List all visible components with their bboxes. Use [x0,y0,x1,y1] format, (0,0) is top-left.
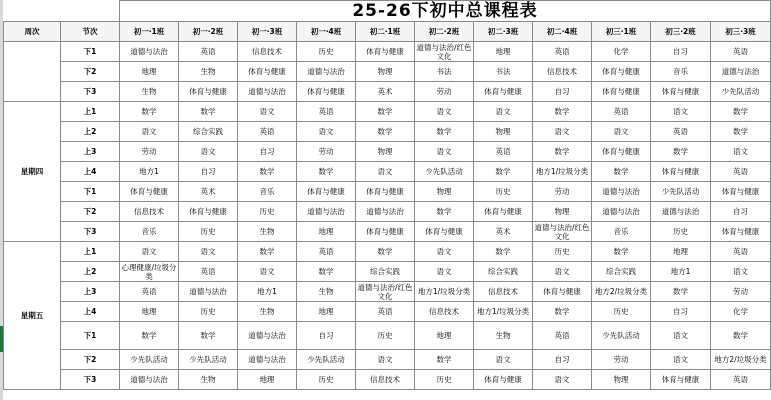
course-cell[interactable]: 体育与健康 [474,370,533,390]
course-cell[interactable]: 数学 [179,102,238,122]
course-cell[interactable]: 道德与法治 [592,202,651,222]
course-cell[interactable]: 数学 [356,102,415,122]
course-cell[interactable]: 体育与健康 [297,82,356,102]
course-cell[interactable]: 道德与法治/红色文化 [534,222,590,241]
course-cell[interactable]: 语文 [415,242,474,262]
course-cell[interactable]: 音乐 [120,222,179,242]
course-cell[interactable]: 数学 [533,102,592,122]
course-cell[interactable]: 劳动 [120,142,179,162]
course-cell[interactable]: 语文 [533,122,592,142]
header-class[interactable]: 初三·1班 [592,22,651,42]
course-cell[interactable]: 语文 [179,142,238,162]
course-cell[interactable]: 道德与法治/红色文化 [416,42,472,61]
course-cell[interactable]: 道德与法治 [356,202,415,222]
table-row [4,162,771,182]
header-period[interactable]: 节次 [61,22,120,42]
course-cell[interactable]: 语文 [179,242,238,262]
course-cell[interactable]: 数学 [711,122,771,142]
course-cell[interactable]: 语文 [120,242,179,262]
course-cell[interactable]: 体育与健康 [297,182,356,202]
header-row [4,22,771,42]
course-cell[interactable]: 综合实践 [179,122,238,142]
course-cell[interactable]: 语文 [592,122,651,142]
course-cell[interactable]: 物理 [474,122,533,142]
top-left-blank [4,1,120,22]
course-cell[interactable]: 语文 [238,102,297,122]
course-cell[interactable]: 物理 [533,202,592,222]
course-cell[interactable]: 数学 [474,162,533,182]
course-cell[interactable]: 地理 [120,302,179,322]
course-cell[interactable]: 劳动 [592,350,651,370]
course-cell[interactable]: 生物 [120,82,179,102]
period-cell[interactable]: 下2 [61,202,120,222]
course-cell[interactable]: 道德与法治 [179,282,238,302]
course-cell[interactable]: 数学 [711,322,771,350]
course-cell[interactable]: 道德与法治 [297,202,356,222]
course-cell[interactable]: 体育与健康 [651,82,711,102]
course-cell[interactable]: 历史 [533,242,592,262]
course-cell[interactable]: 生物 [297,282,356,302]
course-cell[interactable]: 英语 [651,122,711,142]
course-cell[interactable]: 道德与法治 [238,350,297,370]
course-cell[interactable]: 综合实践 [474,262,533,282]
header-class[interactable]: 初三·3班 [711,22,771,42]
course-cell[interactable]: 道德与法治 [711,62,771,82]
course-cell[interactable]: 数学 [651,142,711,162]
course-cell[interactable]: 自习 [238,142,297,162]
course-cell[interactable]: 历史 [474,182,533,202]
header-class[interactable]: 初一·2班 [179,22,238,42]
course-cell[interactable]: 数学 [238,162,297,182]
course-cell[interactable]: 综合实践 [356,262,415,282]
course-cell[interactable]: 英语 [238,122,297,142]
course-cell[interactable]: 数学 [356,242,415,262]
course-cell[interactable]: 劳动 [297,142,356,162]
course-cell[interactable]: 地理 [297,302,356,322]
course-cell[interactable]: 数学 [592,242,651,262]
course-cell[interactable]: 数学 [179,322,238,350]
course-cell[interactable]: 数学 [474,242,533,262]
course-cell[interactable]: 英语 [179,42,238,62]
table-row [4,182,771,202]
course-cell[interactable]: 地理 [120,62,179,82]
course-cell[interactable]: 体育与健康 [356,42,415,62]
course-cell[interactable]: 道德与法治 [592,182,651,202]
course-cell[interactable]: 信息技术 [238,42,297,62]
course-cell[interactable]: 自习 [651,302,711,322]
course-cell[interactable]: 英语 [533,322,592,350]
header-class[interactable]: 初一·1班 [120,22,179,42]
course-cell[interactable]: 生物 [179,62,238,82]
course-cell[interactable]: 化学 [592,42,651,62]
period-cell[interactable]: 上1 [61,102,120,122]
table-row [4,202,771,222]
course-cell[interactable]: 历史 [297,370,356,390]
course-cell[interactable]: 语文 [651,350,711,370]
course-cell[interactable]: 语文 [711,142,771,162]
course-cell[interactable]: 数学 [297,262,356,282]
course-cell[interactable]: 音乐 [238,182,297,202]
course-cell[interactable]: 语文 [238,262,297,282]
course-cell[interactable]: 道德与法治 [120,370,179,390]
course-cell[interactable]: 数学 [592,162,651,182]
course-cell[interactable]: 化学 [711,302,771,322]
header-class[interactable]: 初一·3班 [238,22,297,42]
header-class[interactable]: 初二·4班 [533,22,592,42]
course-cell[interactable]: 地方1 [651,262,711,282]
course-cell[interactable]: 地方2/垃圾分类 [711,350,771,370]
course-cell[interactable]: 语文 [356,162,415,182]
course-cell[interactable]: 少先队活动 [711,82,771,102]
course-cell[interactable]: 语文 [651,102,711,122]
header-class[interactable]: 初二·2班 [415,22,474,42]
course-cell[interactable]: 道德与法治 [120,42,179,62]
course-cell[interactable]: 音乐 [592,222,651,242]
day-cell[interactable]: 星期四 [4,102,61,242]
table-row [4,42,771,62]
course-cell[interactable]: 地理 [297,222,356,242]
period-cell[interactable]: 下1 [61,42,120,62]
course-cell[interactable]: 数学 [297,162,356,182]
table-row [4,222,771,242]
course-cell[interactable]: 信息技术 [415,302,474,322]
course-cell[interactable]: 数学 [120,322,179,350]
course-cell[interactable]: 语文 [651,322,711,350]
course-cell[interactable]: 体育与健康 [711,182,771,202]
course-cell[interactable]: 少先队活动 [592,322,651,350]
course-cell[interactable]: 英术 [474,222,533,242]
course-cell[interactable]: 生物 [238,222,297,242]
course-cell[interactable]: 体育与健康 [356,182,415,202]
table-row [4,322,771,350]
course-cell[interactable]: 历史 [592,302,651,322]
header-class[interactable]: 初二·3班 [474,22,533,42]
table-row [4,62,771,82]
table-row [4,122,771,142]
header-week[interactable]: 周次 [4,22,61,42]
course-cell[interactable]: 数学 [356,122,415,142]
course-cell[interactable]: 地方1 [238,282,297,302]
course-cell[interactable]: 语文 [415,102,474,122]
course-cell[interactable]: 体育与健康 [179,202,238,222]
course-cell[interactable]: 语文 [356,350,415,370]
course-cell[interactable]: 自习 [179,162,238,182]
course-cell[interactable]: 数学 [711,102,771,122]
course-cell[interactable]: 自习 [711,202,771,222]
table-row [4,302,771,322]
table-row [4,142,771,162]
period-cell[interactable]: 上2 [61,262,120,282]
course-cell[interactable]: 英语 [711,370,771,390]
course-cell[interactable]: 体育与健康 [592,62,651,82]
period-cell[interactable]: 下2 [61,62,120,82]
course-cell[interactable]: 信息技术 [474,282,533,302]
course-cell[interactable]: 英语 [297,102,356,122]
period-cell[interactable]: 上2 [61,122,120,142]
course-cell[interactable]: 体育与健康 [651,370,711,390]
course-cell[interactable]: 语文 [533,262,592,282]
course-cell[interactable]: 信息技术 [356,370,415,390]
course-cell[interactable]: 体育与健康 [651,162,711,182]
course-cell[interactable]: 道德与法治 [238,82,297,102]
course-cell[interactable]: 语文 [120,122,179,142]
course-cell[interactable]: 少先队活动 [415,162,474,182]
course-cell[interactable]: 英语 [179,262,238,282]
course-cell[interactable]: 历史 [179,302,238,322]
course-cell[interactable]: 地理 [651,242,711,262]
course-cell[interactable]: 少先队活动 [120,350,179,370]
day-cell[interactable] [4,42,61,102]
course-cell[interactable]: 道德与法治 [651,202,711,222]
course-cell[interactable]: 地方1/垃圾分类 [533,162,592,182]
course-cell[interactable]: 英语 [711,42,771,62]
course-cell[interactable]: 生物 [238,302,297,322]
table-row [4,242,771,262]
course-cell[interactable]: 物理 [356,142,415,162]
course-cell[interactable]: 英语 [533,42,592,62]
period-cell[interactable]: 下3 [61,370,120,390]
course-cell[interactable]: 体育与健康 [592,82,651,102]
course-cell[interactable]: 数学 [415,350,474,370]
table-row [4,82,771,102]
period-cell[interactable]: 上3 [61,142,120,162]
course-cell[interactable]: 少先队活动 [179,350,238,370]
course-cell[interactable]: 语文 [533,370,592,390]
course-cell[interactable]: 地理 [474,42,533,62]
course-cell[interactable]: 道德与法治 [238,322,297,350]
course-cell[interactable]: 体育与健康 [533,282,592,302]
schedule-table [3,0,771,390]
course-cell[interactable]: 英语 [711,242,771,262]
course-cell[interactable]: 自习 [533,350,592,370]
course-cell[interactable]: 少先队活动 [297,350,356,370]
period-cell[interactable]: 下1 [61,182,120,202]
header-class[interactable]: 初二·1班 [356,22,415,42]
course-cell[interactable]: 自习 [651,42,711,62]
course-cell[interactable]: 地理 [415,322,474,350]
course-cell[interactable]: 体育与健康 [711,222,771,242]
course-cell[interactable]: 体育与健康 [179,82,238,102]
course-cell[interactable]: 地方2/垃圾分类 [592,282,651,302]
table-row [4,350,771,370]
course-cell[interactable]: 体育与健康 [415,222,474,242]
course-cell[interactable]: 体育与健康 [592,142,651,162]
table-row [4,282,771,302]
course-cell[interactable]: 体育与健康 [356,222,415,242]
course-cell[interactable]: 语文 [474,350,533,370]
course-cell[interactable]: 物理 [356,62,415,82]
course-cell[interactable]: 数学 [120,102,179,122]
table-row [4,370,771,390]
period-cell[interactable]: 下2 [61,350,120,370]
table-row [4,102,771,122]
course-cell[interactable]: 语文 [297,122,356,142]
course-cell[interactable]: 数学 [238,242,297,262]
header-class[interactable]: 初三·2班 [651,22,711,42]
course-cell[interactable]: 英语 [474,142,533,162]
course-cell[interactable]: 历史 [356,322,415,350]
course-cell[interactable]: 少先队活动 [651,182,711,202]
course-cell[interactable]: 物理 [415,182,474,202]
course-cell[interactable]: 信息技术 [533,62,592,82]
course-cell[interactable]: 地方1 [120,162,179,182]
course-cell[interactable]: 英语 [711,162,771,182]
course-cell[interactable]: 体育与健康 [238,62,297,82]
course-cell[interactable]: 历史 [415,370,474,390]
period-cell[interactable]: 上4 [61,302,120,322]
course-cell[interactable]: 书法 [474,62,533,82]
course-cell[interactable]: 综合实践 [592,262,651,282]
table-title[interactable]: 25-26下初中总课程表 [120,1,771,22]
course-cell[interactable]: 劳动 [415,82,474,102]
course-cell[interactable]: 音乐 [651,62,711,82]
period-cell[interactable]: 上4 [61,162,120,182]
period-cell[interactable]: 上1 [61,242,120,262]
course-cell[interactable]: 体育与健康 [120,182,179,202]
course-cell[interactable]: 劳动 [711,282,771,302]
course-cell[interactable]: 心理健康/垃圾分类 [121,262,177,281]
course-cell[interactable]: 体育与健康 [474,82,533,102]
course-cell[interactable]: 数学 [533,302,592,322]
course-cell[interactable]: 地方1/垃圾分类 [415,282,474,302]
course-cell[interactable]: 地理 [238,370,297,390]
course-cell[interactable]: 生物 [179,370,238,390]
period-cell[interactable]: 下1 [61,322,120,350]
header-class[interactable]: 初一·4班 [297,22,356,42]
course-cell[interactable]: 数学 [415,122,474,142]
course-cell[interactable]: 语文 [415,262,474,282]
course-cell[interactable]: 书法 [415,62,474,82]
course-cell[interactable]: 物理 [592,370,651,390]
period-cell[interactable]: 上3 [61,282,120,302]
course-cell[interactable]: 英语 [120,282,179,302]
course-cell[interactable]: 历史 [297,42,356,62]
period-cell[interactable]: 下3 [61,82,120,102]
course-cell[interactable]: 生物 [474,322,533,350]
course-cell[interactable]: 道德与法治 [297,62,356,82]
course-cell[interactable]: 体育与健康 [474,202,533,222]
course-cell[interactable]: 数学 [651,282,711,302]
course-cell[interactable]: 历史 [179,222,238,242]
course-cell[interactable]: 自习 [297,322,356,350]
course-cell[interactable]: 英语 [297,242,356,262]
course-cell[interactable]: 劳动 [533,182,592,202]
course-cell[interactable]: 语文 [711,262,771,282]
period-cell[interactable]: 下3 [61,222,120,242]
course-cell[interactable]: 语文 [415,142,474,162]
course-cell[interactable]: 历史 [651,222,711,242]
course-cell[interactable]: 英语 [356,302,415,322]
course-cell[interactable]: 语文 [474,102,533,122]
day-cell[interactable]: 星期五 [4,242,61,390]
course-cell[interactable]: 数学 [415,202,474,222]
course-cell[interactable]: 英术 [356,82,415,102]
course-cell[interactable]: 地方1/垃圾分类 [474,302,533,322]
course-cell[interactable]: 道德与法治/红色文化 [357,282,413,301]
course-cell[interactable]: 历史 [238,202,297,222]
course-cell[interactable]: 英术 [179,182,238,202]
course-cell[interactable]: 数学 [533,142,592,162]
course-cell[interactable]: 自习 [533,82,592,102]
table-row [4,262,771,282]
course-cell[interactable]: 信息技术 [120,202,179,222]
course-cell[interactable]: 英语 [592,102,651,122]
